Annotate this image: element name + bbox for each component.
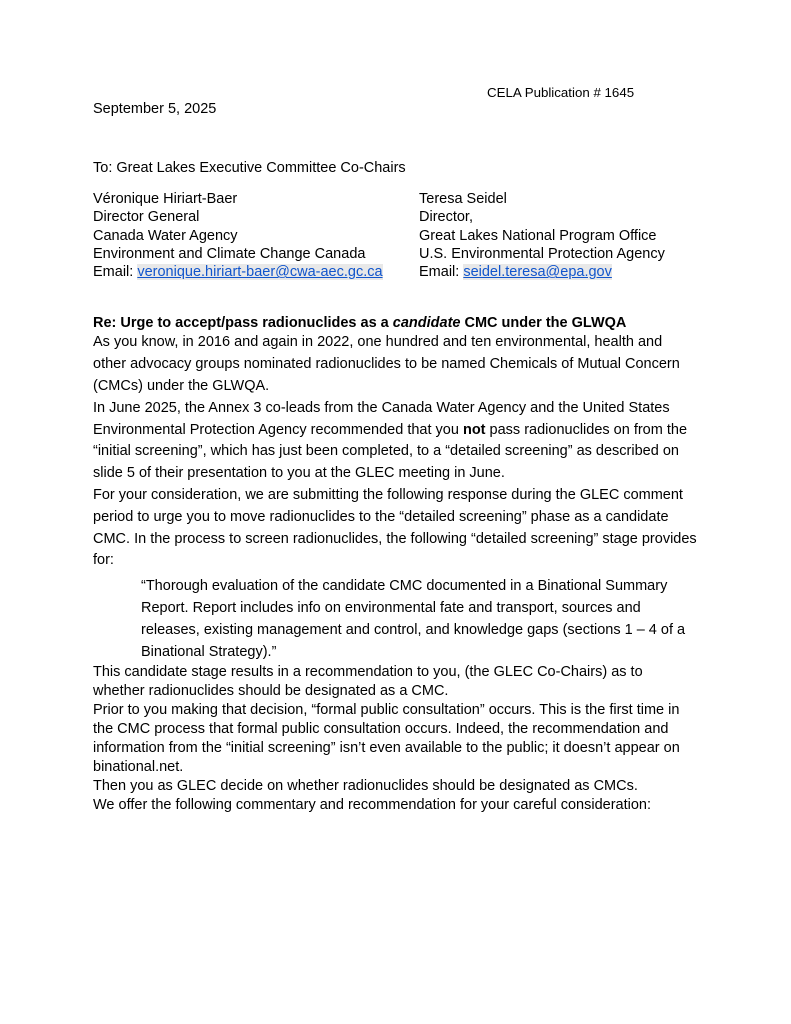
paragraph-glec-decide: Then you as GLEC decide on whether radionuclides should be designated as CMCs. [93,778,638,795]
subject-text: Re: Urge to accept/pass radionuclides as a [93,315,393,332]
paragraph-candidate-stage: This candidate stage results in a recommendation to you, (the GLEC Co-Chairs) as to whether radionuclides should be designated as a CMC. [93,664,643,700]
bold-word-not: not [462,421,486,438]
recipient-name: Teresa Seidel [419,191,507,207]
email-label: Email: [93,264,138,281]
recipient-title: Director General [93,209,200,226]
subject-text: CMC under the GLWQA [460,315,627,332]
email-link-us[interactable]: seidel.teresa@epa.gov [463,264,612,281]
paragraph-text: In June 2025, the Annex 3 co-leads from the Canada Water Agency and the United States Environmental Protection Agency recommended that you [93,399,670,438]
paragraph-commentary: We offer the following commentary and recommendation for your careful consideration: [93,797,651,814]
paragraph-consideration: For your consideration, we are submitting the following response during the GLEC comment period to urge you to move radionuclides to the “detailed screening” phase as a candidate CMC. In the process to screen radionuclides, the following “detailed screening” stage provides for: [93,487,697,569]
subject-italic-word: candidate [392,315,461,332]
recipient-org: Canada Water Agency [93,227,238,244]
recipient-org: U.S. Environmental Protection Agency [419,245,665,262]
publication-number: CELA Publication # 1645 [487,85,635,100]
recipient-us [419,190,697,281]
email-label: Email: [419,264,464,281]
paragraph-recommendation [93,398,697,485]
recipient-name: Véronique Hiriart-Baer [93,191,238,207]
letter-date: September 5, 2025 [93,101,217,117]
to-line: To: Great Lakes Executive Committee Co-Chairs [93,160,406,176]
recipient-title: Director, [419,209,473,226]
recipient-canada [93,190,419,281]
recipient-email-line [419,263,697,281]
paragraph-nomination: As you know, in 2016 and again in 2022, one hundred and ten environmental, health and other advocacy groups nominated radionuclides to be named Chemicals of Mutual Concern (CMCs) under the GLWQA. [93,334,680,395]
recipient-org: Environment and Climate Change Canada [93,245,366,262]
recipient-org: Great Lakes National Program Office [419,227,657,244]
paragraph-text: pass radionuclides on from the “initial screening”, which has just been completed, to a “detailed screening” as described on slide 5 of their presentation to you at the GLEC meeting in June. [93,421,688,482]
block-quote: “Thorough evaluation of the candidate CMC documented in a Binational Summary Report. Report includes info on environmental fate and transport, sources and releases, existing management and control, and knowledge gaps (sections 1 – 4 of a Binational Strategy).” [141,578,686,660]
recipients-block [93,190,697,281]
subject-line [93,314,697,332]
paragraph-public-consultation: Prior to you making that decision, “formal public consultation” occurs. This is the first time in the CMC process that formal public consultation occurs. Indeed, the recommendation and information from the “initial screening” isn’t even available to the public; it doesn’t appear on binational.net. [93,702,680,776]
recipient-email-line [93,263,419,281]
email-link-canada[interactable]: veronique.hiriart-baer@cwa-aec.gc.ca [137,264,383,281]
